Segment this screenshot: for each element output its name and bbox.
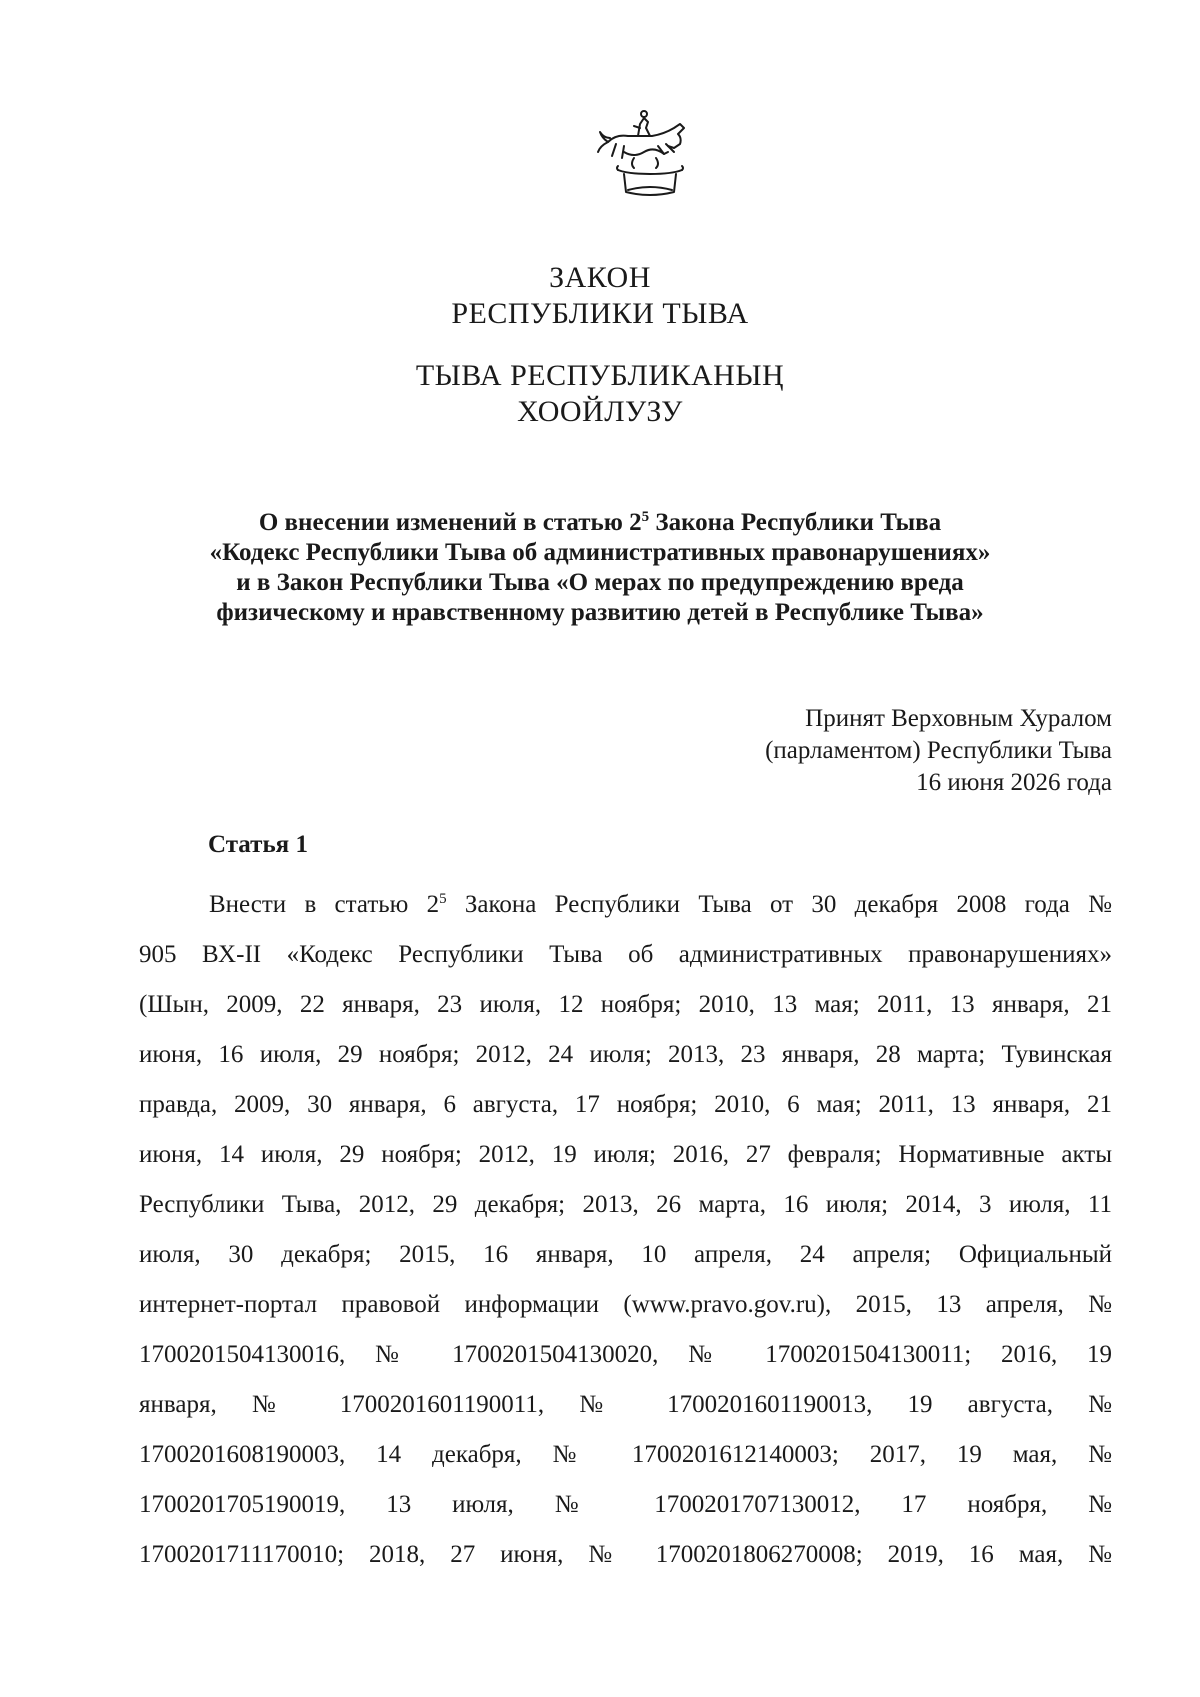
article-body: [139, 880, 1112, 1580]
law-header-russian-line-2: РЕСПУБЛИКИ ТЫВА: [451, 297, 749, 330]
article-heading: Статья 1: [208, 831, 308, 858]
paragraph-line: 1700201705190019, 13 июля, № 1700201707130012, 17 ноября, №: [139, 1491, 1112, 1518]
adoption-note: [700, 703, 1112, 799]
law-title-line-4: физическому и нравственному развитию детей в Республике Тыва»: [216, 599, 984, 626]
law-header-russian: [0, 260, 1200, 332]
law-title-line-1: О внесении изменений в статью $2^5$ Закона Республики Тыва: [258, 509, 942, 536]
paragraph-line: июня, 16 июля, 29 ноября; 2012, 24 июля; 2013, 23 января, 28 марта; Тувинская: [139, 1041, 1112, 1068]
law-title: [0, 508, 1200, 628]
paragraph-line: Республики Тыва, 2012, 29 декабря; 2013, 26 марта, 16 июля; 2014, 3 июля, 11: [139, 1191, 1112, 1218]
paragraph-line: 1700201711170010; 2018, 27 июня, № 1700201806270008; 2019, 16 мая, №: [139, 1541, 1112, 1568]
paragraph-line: июля, 30 декабря; 2015, 16 января, 10 апреля, 24 апреля; Официальный: [139, 1241, 1112, 1268]
paragraph-line: января, № 1700201601190011, № 1700201601190013, 19 августа, №: [139, 1391, 1112, 1418]
law-header-tuvan: [0, 358, 1200, 430]
law-header-russian-line-1: ЗАКОН: [549, 261, 651, 294]
law-header-tuvan-line-2: ХООЙЛУЗУ: [517, 395, 683, 428]
superscript: 5: [641, 509, 650, 525]
tuva-coat-of-arms-icon: [594, 108, 706, 204]
adoption-note-line-1: Принят Верховным Хуралом: [805, 705, 1112, 732]
superscript: 5: [439, 891, 447, 907]
paragraph-line: интернет-портал правовой информации (www.pravo.gov.ru), 2015, 13 апреля, №: [139, 1291, 1112, 1318]
law-title-line-3: и в Закон Республики Тыва «О мерах по предупреждению вреда: [236, 569, 964, 596]
paragraph-line: правда, 2009, 30 января, 6 августа, 17 ноября; 2010, 6 мая; 2011, 13 января, 21: [139, 1091, 1112, 1118]
adoption-date: 16 июня 2026 года: [916, 769, 1112, 796]
paragraph-line: 1700201504130016, № 1700201504130020, № 1700201504130011; 2016, 19: [139, 1341, 1112, 1368]
adoption-note-line-2: (парламентом) Республики Тыва: [765, 737, 1112, 764]
paragraph-line: июня, 14 июля, 29 ноября; 2012, 19 июля; 2016, 27 февраля; Нормативные акты: [139, 1141, 1112, 1168]
law-title-line-2: «Кодекс Республики Тыва об административных правонарушениях»: [209, 539, 991, 566]
paragraph-line: 905 ВХ-II «Кодекс Республики Тыва об административных правонарушениях»: [139, 941, 1112, 968]
paragraph-line: (Шын, 2009, 22 января, 23 июля, 12 ноября; 2010, 13 мая; 2011, 13 января, 21: [139, 991, 1112, 1018]
paragraph-line: 1700201608190003, 14 декабря, № 1700201612140003; 2017, 19 мая, №: [139, 1441, 1112, 1468]
paragraph-line: Внести в статью $2^5$ Закона Республики Тыва от 30 декабря 2008 года №: [209, 891, 1112, 918]
law-header-tuvan-line-1: ТЫВА РЕСПУБЛИКАНЫҢ: [415, 359, 785, 392]
